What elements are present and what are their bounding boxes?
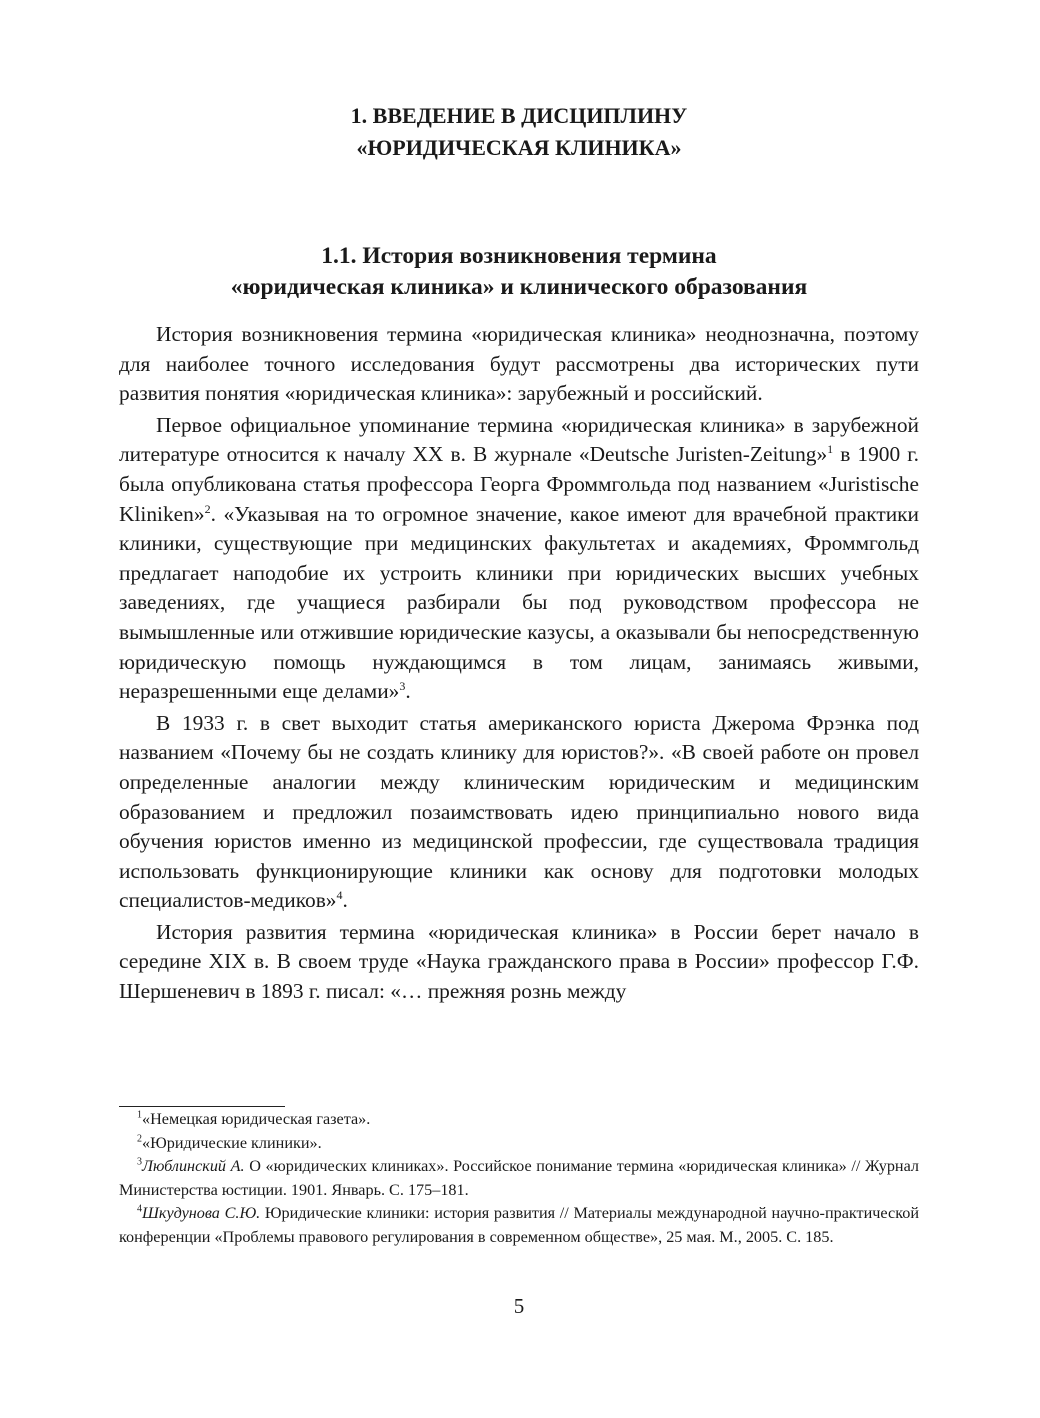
footnote-2-mark: 2 xyxy=(137,1133,142,1145)
paragraph-2-text-c: . «Указывая на то огромное значение, какое имеют для врачебной практики клиники, существующие при медицинских факультетах и академиях, Фроммгольд предлагает наподобие их устроить клиники при юридических высших учебных заведениях, где учащиеся разбирали бы под руководством профессора не вымышленные или отжившие юридические казусы, а оказывали бы непосредственную юридическую помощь нуждающимся в том лицам, занимаясь живыми, неразрешенными еще делами» xyxy=(119,501,919,704)
chapter-title-line-1: 1. ВВЕДЕНИЕ В ДИСЦИПЛИНУ xyxy=(350,103,688,128)
footnote-4-author: Шкудунова С.Ю. xyxy=(142,1204,261,1222)
footnote-2 xyxy=(119,1132,919,1156)
footnote-ref-2: 2 xyxy=(204,501,211,516)
paragraph-4-text: История развития термина «юридическая клиника» в России берет начало в середине XIX в. В своем труде «Наука гражданского права в России» профессор Г.Ф. Шершеневич в 1893 г. писал: «… прежняя рознь между xyxy=(119,919,919,1004)
footnote-3-author: Люблинский А. xyxy=(142,1157,245,1175)
footnote-ref-1: 1 xyxy=(827,442,834,457)
page-number: 5 xyxy=(513,1294,525,1318)
footnote-4-mark: 4 xyxy=(137,1203,142,1215)
paragraph-3-text-a: В 1933 г. в свет выходит статья американского юриста Джерома Фрэнка под названием «Почему бы не создать клинику для юристов?». «В своей работе он провел определенные аналогии между клиническим юридическим и медицинским образованием и предложил позаимствовать идею принципиально нового вида обучения юристов именно из медицинской профессии, где существовала традиция использовать функционирующие клиники как основу для подготовки молодых специалистов-медиков» xyxy=(119,710,919,913)
paragraph-2-text-b: в 1900 г. была опубликована статья профессора Георга Фроммгольда под названием «Juristische Kliniken» xyxy=(119,442,919,526)
footnote-3-mark: 3 xyxy=(137,1156,142,1168)
section-title xyxy=(119,241,919,303)
footnote-ref-4: 4 xyxy=(336,888,343,903)
footnote-3 xyxy=(119,1155,919,1202)
footnotes xyxy=(119,1108,919,1249)
paragraph-1-text: История возникновения термина «юридическая клиника» неоднозначна, поэтому для наиболее точного исследования будут рассмотрены два исторических пути развития понятия «юридическая клиника»: зарубежный и российский. xyxy=(119,322,919,406)
footnote-ref-3: 3 xyxy=(399,679,406,693)
paragraph-2-text-a: Первое официальное упоминание термина «юридическая клиника» в зарубежной литературе относится к началу XX в. В журнале «Deutsche Juristen-Zeitung» xyxy=(119,412,919,467)
footnote-1-text: «Немецкая юридическая газета». xyxy=(142,1110,371,1128)
section-title-line-2: «юридическая клиника» и клинического образования xyxy=(230,274,808,300)
chapter-title xyxy=(119,100,919,164)
paragraph-2 xyxy=(119,411,919,707)
footnote-2-text: «Юридические клиники». xyxy=(142,1133,322,1152)
section-title-line-1: 1.1. История возникновения термина xyxy=(321,243,717,269)
footnote-1-mark: 1 xyxy=(137,1109,142,1121)
footnote-3-text: О «юридических клиниках». Российское понимание термина «юридическая клиника» // Журнал Министерства юстиции. 1901. Январь. С. 175–181. xyxy=(119,1157,919,1199)
footnote-divider xyxy=(119,1106,285,1107)
footnote-4-text: Юридические клиники: история развития // Материалы международной научно-практической конференции «Проблемы правового регулирования в современном обществе», 25 мая. М., 2005. С. 185. xyxy=(119,1204,919,1246)
paragraph-3 xyxy=(119,709,919,916)
paragraph-1 xyxy=(119,320,919,409)
footnote-4 xyxy=(119,1202,919,1249)
paragraph-3-text-b: . xyxy=(342,888,348,913)
body-text xyxy=(119,320,919,1009)
chapter-title-line-2: «ЮРИДИЧЕСКАЯ КЛИНИКА» xyxy=(356,135,682,160)
paragraph-2-text-d: . xyxy=(405,679,411,704)
footnote-1 xyxy=(119,1108,919,1132)
paragraph-4 xyxy=(119,918,919,1007)
